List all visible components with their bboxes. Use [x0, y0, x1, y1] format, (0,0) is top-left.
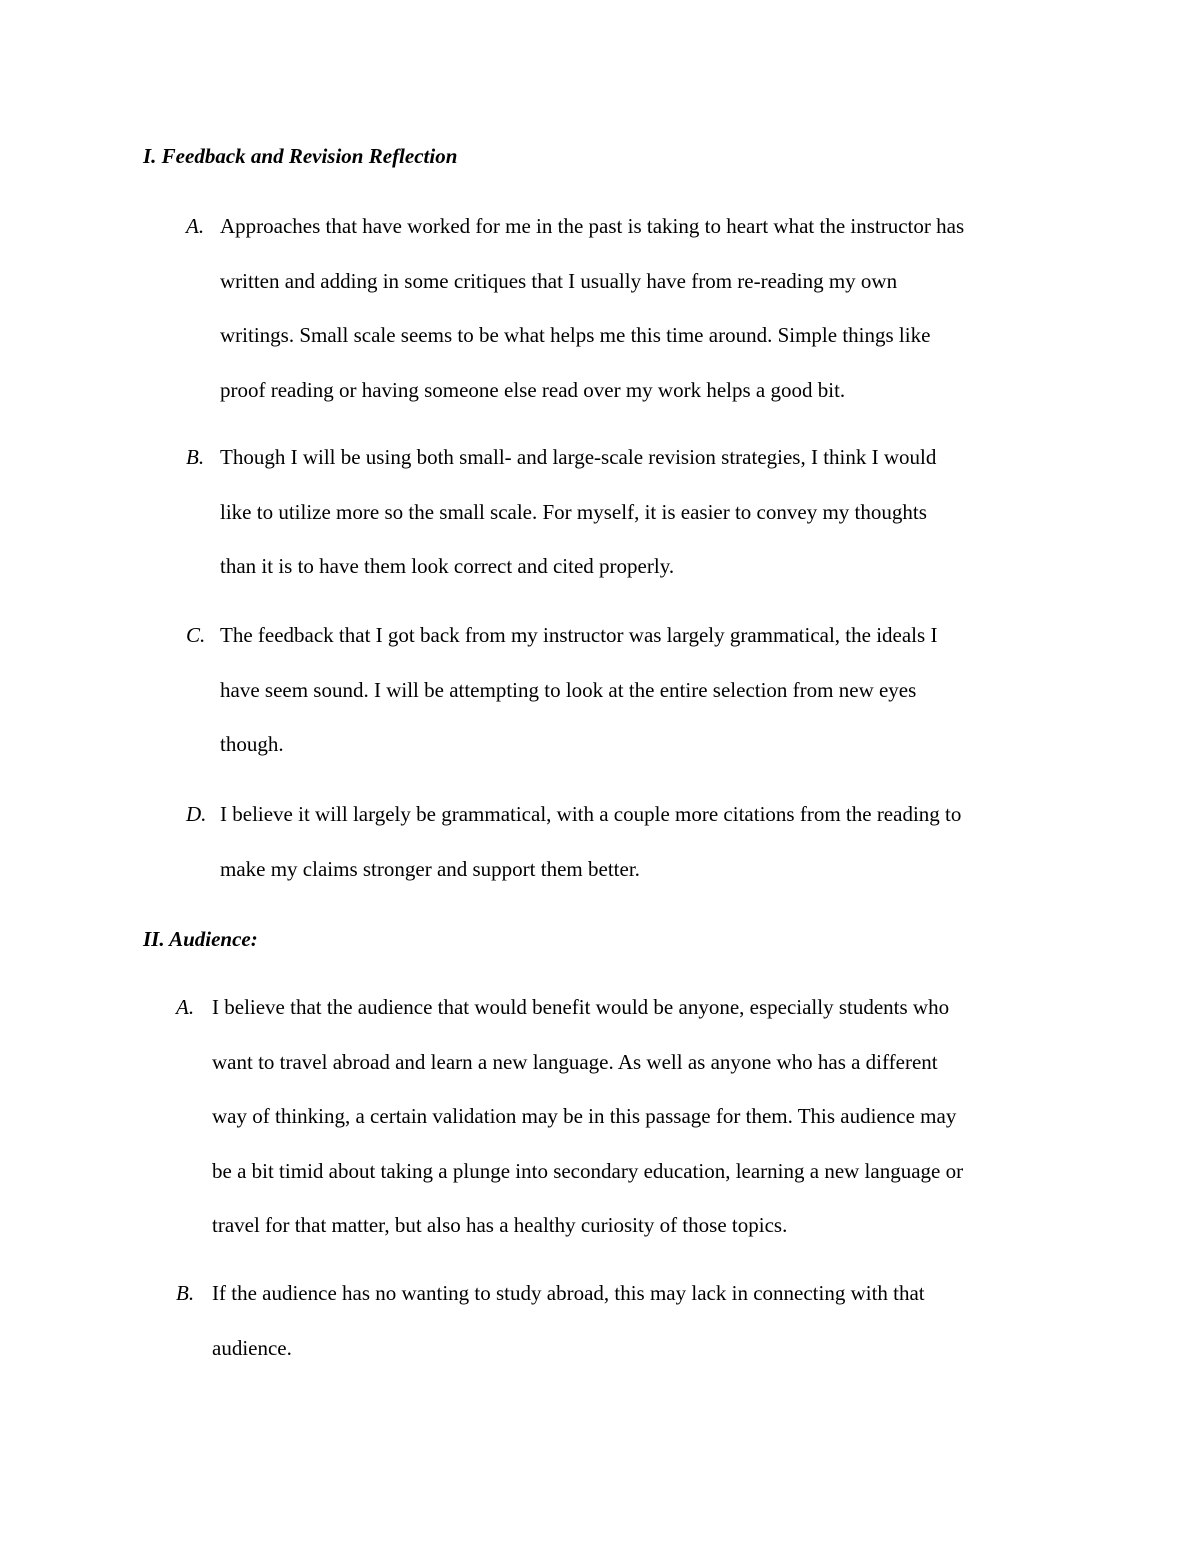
- text-line: be a bit timid about taking a plunge into secondary education, learning a new language or: [212, 1158, 964, 1183]
- section-heading: I. Feedback and Revision Reflection: [143, 144, 458, 168]
- list-item-text: [220, 199, 1080, 417]
- list-item-text: [220, 430, 1080, 594]
- list-item-letter: A.: [186, 214, 205, 238]
- text-line: If the audience has no wanting to study abroad, this may lack in connecting with that: [212, 1281, 925, 1305]
- text-line: though.: [220, 732, 284, 756]
- text-line: Approaches that have worked for me in the past is taking to heart what the instructor has: [220, 214, 965, 238]
- list-item-text: [220, 608, 1080, 772]
- text-line: Though I will be using both small- and large-scale revision strategies, I think I would: [220, 445, 937, 469]
- text-line: like to utilize more so the small scale. For myself, it is easier to convey my thoughts: [220, 499, 927, 524]
- section-heading: II. Audience:: [143, 927, 258, 951]
- list-item-text: [212, 980, 1072, 1253]
- text-line: written and adding in some critiques that I usually have from re-reading my own: [220, 268, 898, 293]
- list-item-letter: C.: [186, 623, 206, 647]
- list-item-letter: D.: [186, 802, 207, 826]
- list-item-text: [220, 787, 1080, 896]
- text-line: have seem sound. I will be attempting to look at the entire selection from new eyes: [220, 677, 917, 702]
- text-line: writings. Small scale seems to be what helps me this time around. Simple things like: [220, 323, 931, 347]
- text-line: audience.: [212, 1335, 292, 1360]
- list-item-letter: A.: [176, 995, 195, 1019]
- text-line: make my claims stronger and support them better.: [220, 856, 640, 881]
- list-item-letter: B.: [176, 1281, 195, 1305]
- list-item-text: [212, 1266, 1072, 1375]
- list-item-letter: B.: [186, 445, 205, 469]
- text-line: proof reading or having someone else read over my work helps a good bit.: [220, 377, 846, 402]
- text-line: want to travel abroad and learn a new language. As well as anyone who has a different: [212, 1049, 938, 1074]
- text-line: than it is to have them look correct and cited properly.: [220, 554, 675, 578]
- text-line: travel for that matter, but also has a healthy curiosity of those topics.: [212, 1213, 788, 1237]
- text-line: I believe that the audience that would benefit would be anyone, especially students who: [212, 995, 950, 1019]
- text-line: way of thinking, a certain validation may be in this passage for them. This audience may: [212, 1104, 957, 1128]
- text-line: I believe it will largely be grammatical, with a couple more citations from the reading to: [220, 802, 962, 826]
- text-line: The feedback that I got back from my instructor was largely grammatical, the ideals I: [220, 623, 938, 647]
